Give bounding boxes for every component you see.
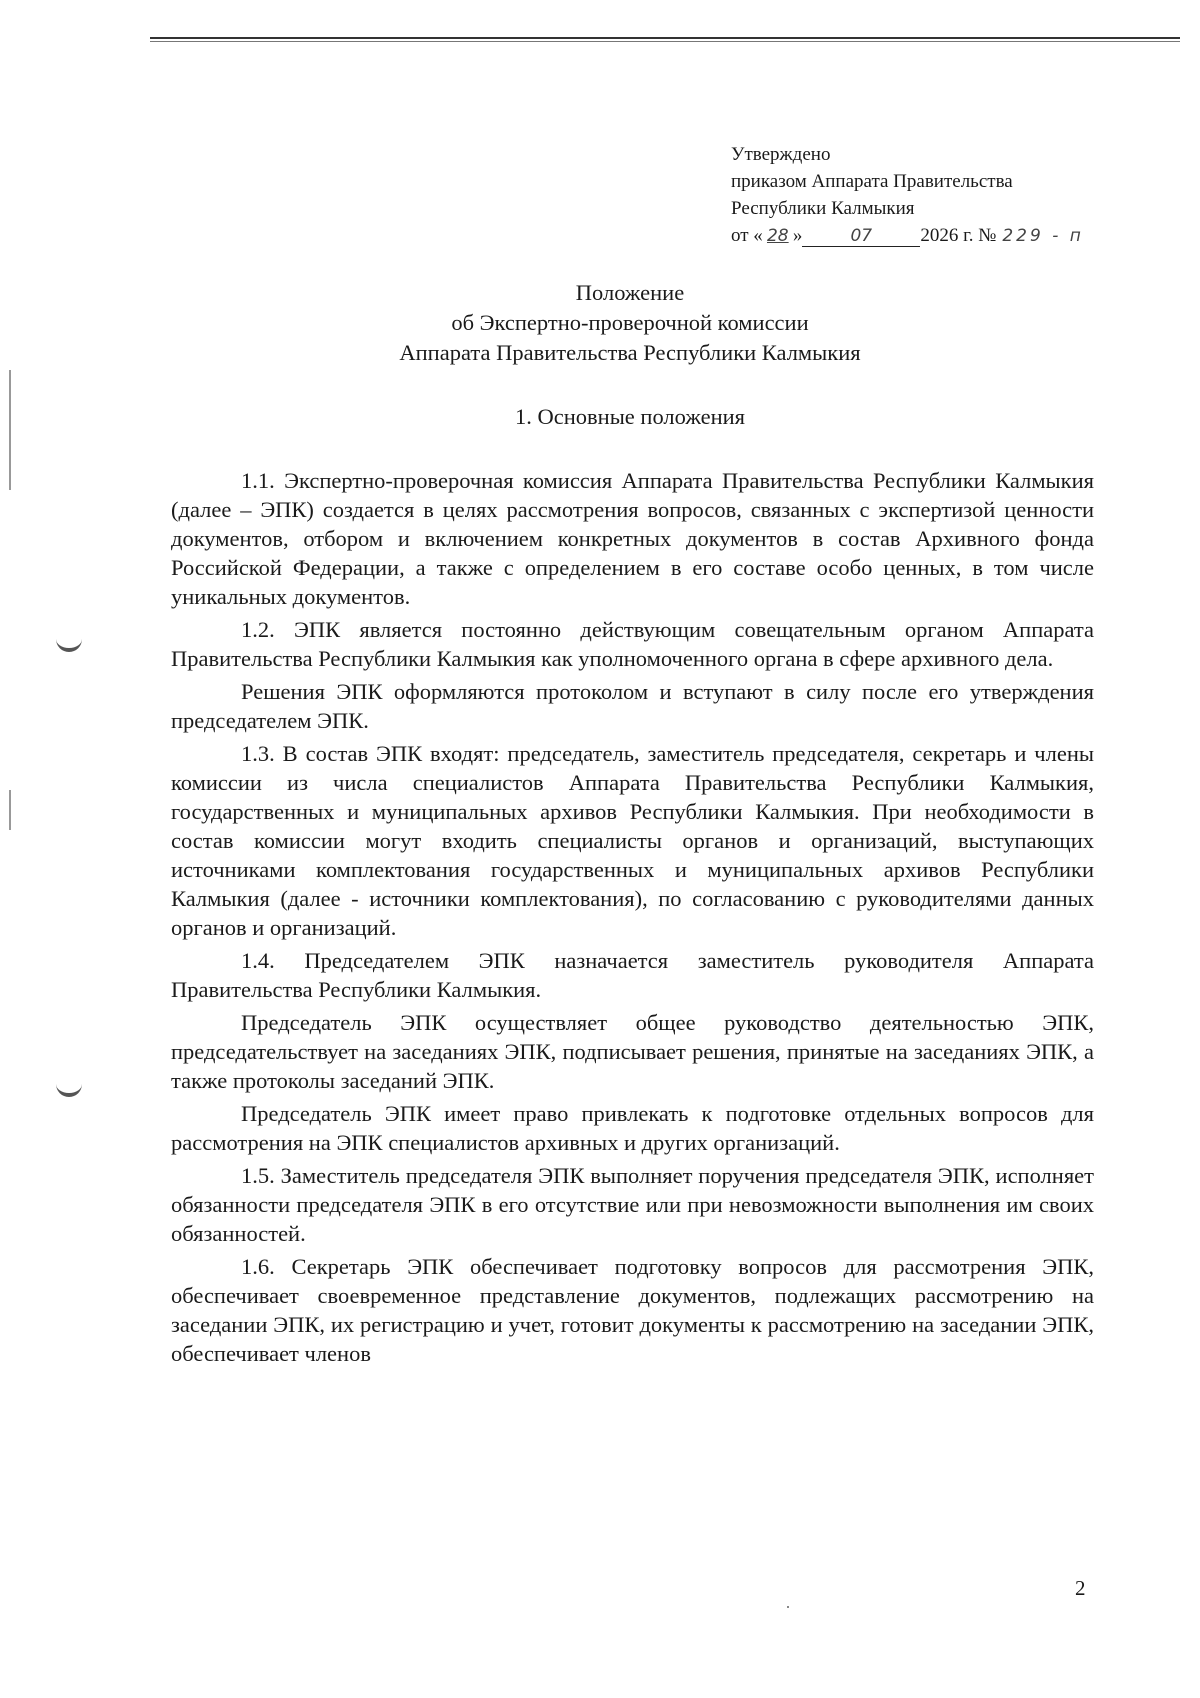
- scan-left-edge: [9, 790, 11, 830]
- paragraph: Решения ЭПК оформляются протоколом и вступают в силу после его утверждения председателем ЭПК.: [171, 679, 1094, 733]
- title-line: об Экспертно-проверочной комиссии: [451, 310, 809, 335]
- date-mid: »: [792, 225, 803, 246]
- approval-line: приказом Аппарата Правительства: [731, 171, 1013, 192]
- approval-date-line: [731, 222, 1151, 250]
- binder-hole-mark: [56, 636, 82, 652]
- paragraph: 1.3. В состав ЭПК входят: председатель, заместитель председателя, секретарь и члены комиссии из числа специалистов Аппарата Правительства Республики Калмыкия, государственных и муниципальных архивов Республики Калмыкия. При необходимости в состав комиссии могут входить специалисты органов и организаций, выступающих источниками комплектования государственных и муниципальных архивов Республики Калмыкия (далее - источники комплектования), по согласованию с руководителями данных органов и организаций.: [171, 741, 1094, 940]
- scan-top-border-shadow: [150, 41, 1180, 42]
- scan-left-edge: [9, 370, 11, 490]
- document-title: [150, 278, 1110, 368]
- document-body: [171, 466, 1094, 1372]
- scan-speck: [787, 1606, 789, 1608]
- page-number: 2: [1075, 1576, 1086, 1600]
- scan-top-border: [150, 37, 1180, 39]
- paragraph: 1.1. Экспертно-проверочная комиссия Аппарата Правительства Республики Калмыкия (далее – ЭПК) создается в целях рассмотрения вопросов, связанных с экспертизой ценности документов, отбором и включением конкретных документов в состав Архивного фонда Российской Федерации, а также с определением в его составе особо ценных, в том числе уникальных документов.: [171, 468, 1094, 609]
- approval-line: Республики Калмыкия: [731, 198, 915, 219]
- approval-line: Утверждено: [731, 144, 831, 165]
- date-prefix: от «: [731, 225, 763, 246]
- paragraph: 1.5. Заместитель председателя ЭПК выполняет поручения председателя ЭПК, исполняет обязанности председателя ЭПК в его отсутствие или при невозможности выполнения им своих обязанностей.: [171, 1163, 1094, 1246]
- date-year: 2026 г. №: [920, 225, 997, 246]
- title-line: Аппарата Правительства Республики Калмыкия: [399, 340, 861, 365]
- handwritten-day: 28: [766, 226, 789, 246]
- paragraph: 1.2. ЭПК является постоянно действующим совещательным органом Аппарата Правительства Республики Калмыкия как уполномоченного органа в сфере архивного дела.: [171, 617, 1094, 671]
- approval-block: [731, 141, 1151, 250]
- title-line: Положение: [575, 280, 685, 305]
- paragraph: Председатель ЭПК осуществляет общее руководство деятельностью ЭПК, председательствует на заседаниях ЭПК, подписывает решения, принятые на заседаниях ЭПК, а также протоколы заседаний ЭПК.: [171, 1010, 1094, 1093]
- section-heading: 1. Основные положения: [515, 404, 745, 429]
- paragraph: 1.6. Секретарь ЭПК обеспечивает подготовку вопросов для рассмотрения ЭПК, обеспечивает своевременное представление документов, подлежащих рассмотрению на заседании ЭПК, их регистрацию и учет, готовит документы к рассмотрению на заседании ЭПК, обеспечивает членов: [171, 1254, 1094, 1366]
- handwritten-order-number: 229 - п: [1002, 226, 1084, 246]
- paragraph: Председатель ЭПК имеет право привлекать к подготовке отдельных вопросов для рассмотрения на ЭПК специалистов архивных и других организаций.: [171, 1101, 1094, 1155]
- paragraph: 1.4. Председателем ЭПК назначается заместитель руководителя Аппарата Правительства Республики Калмыкия.: [171, 948, 1094, 1002]
- handwritten-month: 07: [802, 226, 920, 247]
- binder-hole-mark: [56, 1081, 82, 1097]
